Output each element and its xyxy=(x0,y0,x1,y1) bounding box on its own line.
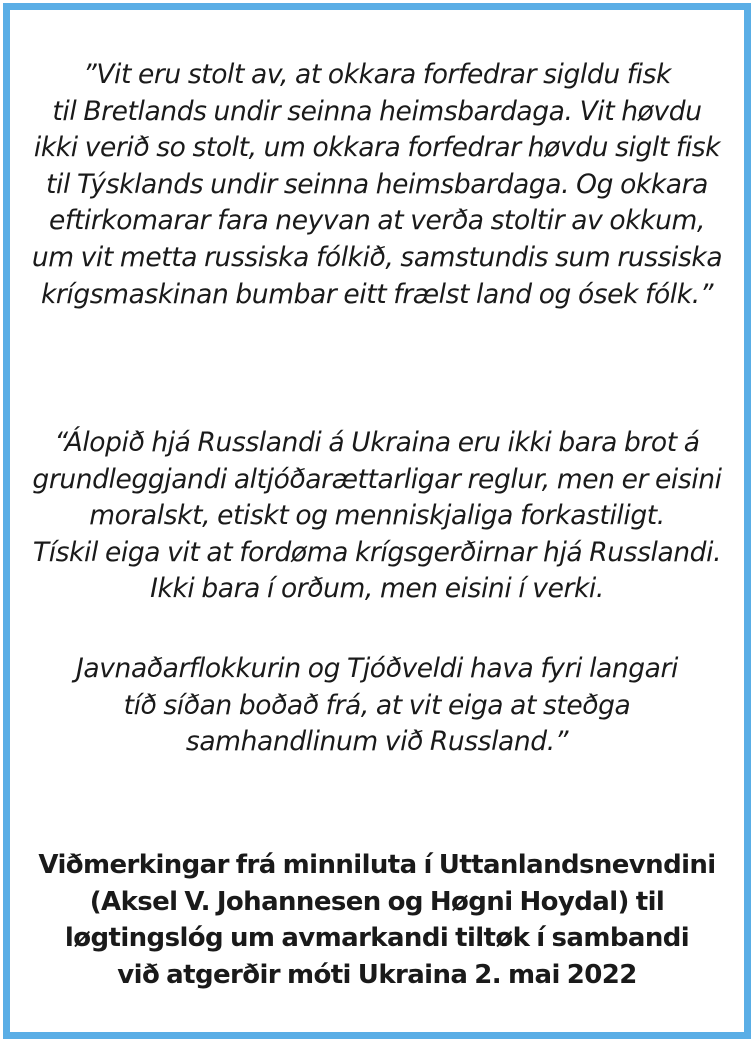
attribution-line: løgtingslóg um avmarkandi tiltøk í sambandi xyxy=(64,923,690,954)
quote-1-line: til Bretlands undir seinna heimsbardaga. Vit høvdu xyxy=(52,95,702,127)
quote-2-line: grundleggjandi altjóðarættarligar reglur, men er eisini xyxy=(32,463,722,495)
quote-1-line: ikki verið so stolt, um okkara forfedrar høvdu siglt fisk xyxy=(33,132,721,164)
quote-3-line: samhandlinum við Russland.” xyxy=(185,726,569,758)
attribution-line: Viðmerkingar frá minniluta í Uttanlandsnevndini xyxy=(38,850,716,880)
quote-1-line: krígsmaskinan bumbar eitt frælst land og ósek fólk.” xyxy=(40,278,714,310)
attribution xyxy=(10,847,744,994)
quote-1-line: eftirkomarar fara neyvan at verða stoltir av okkum, xyxy=(49,205,705,237)
attribution-line: við atgerðir móti Ukraina 2. mai 2022 xyxy=(117,960,637,991)
quote-2-line: Tískil eiga vit at fordøma krígsgerðirnar hjá Russlandi. xyxy=(32,536,722,568)
quote-3-line: Javnaðarflokkurin og Tjóðveldi hava fyri langari xyxy=(76,653,678,684)
quote-2-line: Ikki bara í orðum, men eisini í verki. xyxy=(150,573,604,605)
quote-block-1 xyxy=(10,57,744,313)
quote-1-line: til Týsklands undir seinna heimsbardaga. Og okkara xyxy=(46,168,708,200)
quote-3-line: tíð síðan boðað frá, at vit eiga at steðga xyxy=(123,689,631,721)
quote-block-3 xyxy=(10,651,744,761)
quote-block-2 xyxy=(10,425,744,608)
quote-1-line: ”Vit eru stolt av, at okkara forfedrar sigldu fisk xyxy=(83,59,671,90)
attribution-line: (Aksel V. Johannesen og Høgni Hoydal) til xyxy=(89,886,665,917)
quote-2-line: “Álopið hjá Russlandi á Ukraina eru ikki bara brot á xyxy=(54,427,700,458)
quote-2-line: moralskt, etiskt og menniskjaliga forkastiligt. xyxy=(89,500,665,532)
quote-card xyxy=(3,3,751,1039)
quote-1-line: um vit metta russiska fólkið, samstundis sum russiska xyxy=(31,241,723,273)
